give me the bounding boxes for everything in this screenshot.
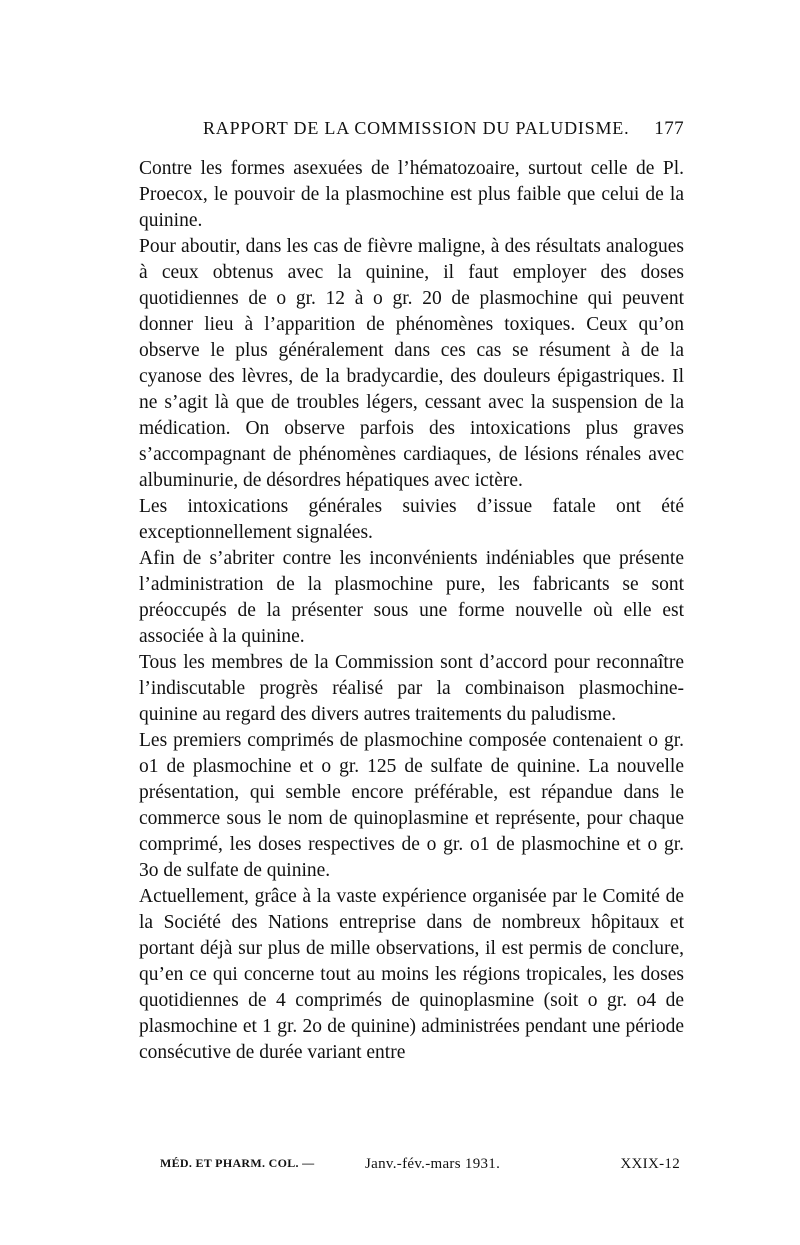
page-footer xyxy=(160,1156,680,1178)
running-head xyxy=(139,118,684,144)
paragraph-3: Les intoxications générales suivies d’issue fatale ont été exceptionnellement signalées. xyxy=(139,496,684,543)
paragraph-1: Contre les formes asexuées de l’hématozoaire, surtout celle de Pl. Proecox, le pouvoir de la plasmochine est plus faible que celui de la quinine. xyxy=(139,158,684,231)
document-page xyxy=(139,118,684,1066)
paragraph-6: Les premiers comprimés de plasmochine composée contenaient o gr. o1 de plasmochine et o gr. 125 de sulfate de quinine. La nouvelle présentation, qui semble encore préférable, est répandue dans le commerce sous le nom de quinoplasmine et représente, pour chaque comprimé, les doses respectives de o gr. o1 de plasmochine et o gr. 3o de sulfate de quinine. xyxy=(139,730,684,881)
paragraph-2: Pour aboutir, dans les cas de fièvre maligne, à des résultats analogues à ceux obtenus avec la quinine, il faut employer des doses quotidiennes de o gr. 12 à o gr. 20 de plasmochine qui peuvent donner lieu à l’apparition de phénomènes toxiques. Ceux qu’on observe le plus généralement dans ces cas se résument à de la cyanose des lèvres, de la bradycardie, des douleurs épigastriques. Il ne s’agit là que de troubles légers, cessant avec la suspension de la médication. On observe parfois des intoxications plus graves s’accompagnant de phénomènes cardiaques, de lésions rénales avec albuminurie, de désordres hépatiques avec ictère. xyxy=(139,236,684,491)
running-title: RAPPORT DE LA COMMISSION DU PALUDISME. xyxy=(203,118,630,138)
paragraph-5: Tous les membres de la Commission sont d’accord pour reconnaître l’indiscutable progrès réalisé par la combinaison plasmochine-quinine au regard des divers autres traitements du paludisme. xyxy=(139,652,684,725)
body-text xyxy=(139,156,684,1066)
journal-name: MÉD. ET PHARM. COL. — xyxy=(160,1156,315,1170)
paragraph-4: Afin de s’abriter contre les inconvénients indéniables que présente l’administration de la plasmochine pure, les fabricants se sont préoccupés de la présenter sous une forme nouvelle où elle est associée à la quinine. xyxy=(139,548,684,647)
issue-date: Janv.-fév.-mars 1931. xyxy=(365,1156,501,1172)
page-number: 177 xyxy=(654,118,684,139)
paragraph-7: Actuellement, grâce à la vaste expérience organisée par le Comité de la Société des Nations entreprise dans de nombreux hôpitaux et portant déjà sur plus de mille observations, il est permis de conclure, qu’en ce qui concerne tout au moins les régions tropicales, les doses quotidiennes de 4 comprimés de quinoplasmine (soit o gr. o4 de plasmochine et 1 gr. 2o de quinine) administrées pendant une période consécutive de durée variant entre xyxy=(139,886,684,1063)
signature-mark: XXIX-12 xyxy=(620,1156,680,1172)
